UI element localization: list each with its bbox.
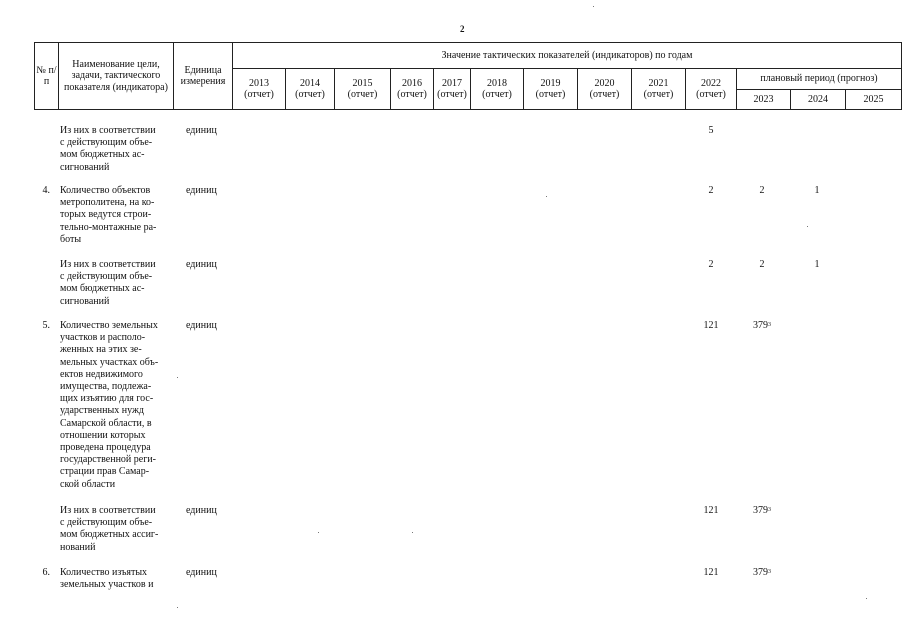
indicator-name-line: государственной реги- xyxy=(60,454,156,466)
header-plan-year-0: 2023 xyxy=(736,89,791,110)
header-col-name: Наименование цели, задачи, тактического показателя (индикатора) xyxy=(58,42,174,110)
row-value-2023 xyxy=(742,505,782,517)
row-value-2022: 121 xyxy=(703,505,719,516)
row-indicator-name xyxy=(60,505,172,554)
indicator-name-line: ударственных нужд xyxy=(60,405,144,417)
scan-speck xyxy=(546,196,547,197)
row-value-2023 xyxy=(742,320,782,332)
indicator-name-line: женных на этих зе- xyxy=(60,344,142,356)
header-year-report: (отчет) xyxy=(295,89,325,100)
indicator-name-line: мом бюджетных ас- xyxy=(60,283,145,295)
indicator-name-line: с действующим объе- xyxy=(60,517,153,529)
indicator-name-line: торых ведутся строи- xyxy=(60,209,152,221)
indicator-name-line: Из них в соответствии xyxy=(60,125,156,136)
row-indicator-name xyxy=(60,185,172,246)
row-number: 6. xyxy=(42,567,50,578)
scan-speck xyxy=(593,6,594,7)
page-number: 2 xyxy=(460,24,465,34)
scan-speck xyxy=(177,607,178,608)
header-year-7 xyxy=(577,68,632,110)
indicator-name-line: Количество изъятых xyxy=(60,567,148,578)
row-value-2023 xyxy=(742,185,782,197)
row-indicator-name xyxy=(60,320,172,491)
scan-speck xyxy=(318,532,319,533)
header-year-label: 2013 xyxy=(249,77,269,89)
row-value-2023 xyxy=(742,259,782,271)
indicator-name-line: отношении которых xyxy=(60,429,146,441)
indicator-name-line: мом бюджетных ассиг- xyxy=(60,529,159,541)
header-year-label: 2016 xyxy=(402,77,422,89)
row-value-2022: 121 xyxy=(703,567,719,578)
header-year-5 xyxy=(470,68,524,110)
row-value-2024: 1 xyxy=(814,259,820,270)
indicator-name-line: боты xyxy=(60,233,82,245)
indicator-name-line: ской области xyxy=(60,478,116,490)
indicator-name-line: с действующим объе- xyxy=(60,137,153,149)
row-number: 4. xyxy=(42,185,50,196)
indicator-name-line: щих изъятию для гос- xyxy=(60,393,154,405)
indicator-name-line: участков и располо- xyxy=(60,332,146,344)
footnote-marker: 3 xyxy=(768,507,771,513)
row-unit: единиц xyxy=(186,185,217,196)
header-year-label: 2014 xyxy=(300,77,320,89)
header-year-report: (отчет) xyxy=(535,89,566,100)
row-value-2022: 121 xyxy=(703,320,719,331)
row-indicator-name xyxy=(60,125,172,174)
footnote-marker: 3 xyxy=(768,322,771,328)
header-year-3 xyxy=(390,68,434,110)
header-year-label: 2020 xyxy=(594,77,615,89)
row-indicator-name xyxy=(60,259,172,308)
value-2023-number: 2 xyxy=(759,259,765,270)
header-year-label: 2015 xyxy=(352,77,373,89)
header-year-report: (отчет) xyxy=(589,89,620,100)
header-year-2 xyxy=(334,68,391,110)
header-year-8 xyxy=(631,68,686,110)
header-year-report: (отчет) xyxy=(437,89,467,100)
indicator-name-line: имущества, подлежа- xyxy=(60,381,152,393)
indicator-name-line: Из них в соответствии xyxy=(60,259,156,270)
header-col-number: № п/п xyxy=(34,42,59,110)
indicator-name-line: нований xyxy=(60,541,96,553)
header-year-9 xyxy=(685,68,737,110)
indicator-name-line: Самарской области, в xyxy=(60,417,152,429)
header-year-report: (отчет) xyxy=(643,89,674,100)
value-2023-number: 2 xyxy=(759,185,765,196)
header-year-label: 2017 xyxy=(442,77,462,89)
indicator-name-line: земельных участков и xyxy=(60,579,154,591)
indicator-name-line: мом бюджетных ас- xyxy=(60,149,145,161)
row-indicator-name xyxy=(60,567,172,591)
header-col-unit: Единица измерения xyxy=(173,42,233,110)
row-value-2022: 2 xyxy=(708,259,714,270)
indicator-name-line: Количество объектов xyxy=(60,185,151,196)
header-planned-period: плановый период (прогноз) xyxy=(736,68,902,90)
scan-speck xyxy=(412,532,413,533)
header-year-label: 2022 xyxy=(701,77,721,89)
scan-speck xyxy=(177,377,178,378)
indicator-name-line: метрополитена, на ко- xyxy=(60,197,155,209)
row-value-2022: 2 xyxy=(708,185,714,196)
scan-speck xyxy=(866,598,867,599)
indicator-name-line: мельных участках объ- xyxy=(60,356,159,368)
row-unit: единиц xyxy=(186,320,217,331)
header-year-label: 2019 xyxy=(540,77,561,89)
indicator-name-line: тельно-монтажные ра- xyxy=(60,221,157,233)
indicator-name-line: сигнований xyxy=(60,295,110,307)
header-year-6 xyxy=(523,68,578,110)
indicator-name-line: страции прав Самар- xyxy=(60,466,150,478)
row-unit: единиц xyxy=(186,505,217,516)
header-year-report: (отчет) xyxy=(347,89,378,100)
value-2023-number: 379 xyxy=(753,505,768,516)
indicator-name-line: с действующим объе- xyxy=(60,271,153,283)
indicator-name-line: проведена процедура xyxy=(60,442,151,454)
row-unit: единиц xyxy=(186,125,217,136)
value-2023-number: 379 xyxy=(753,567,768,578)
row-value-2022: 5 xyxy=(708,125,714,136)
header-plan-year-2: 2025 xyxy=(845,89,902,110)
header-year-report: (отчет) xyxy=(482,89,512,100)
indicator-name-line: Количество земельных xyxy=(60,320,158,331)
row-unit: единиц xyxy=(186,259,217,270)
indicator-name-line: Из них в соответствии xyxy=(60,505,156,516)
header-plan-year-1: 2024 xyxy=(790,89,846,110)
indicator-name-line: ектов недвижимого xyxy=(60,368,143,380)
header-year-1 xyxy=(285,68,335,110)
row-unit: единиц xyxy=(186,567,217,578)
row-number: 5. xyxy=(42,320,50,331)
header-year-0 xyxy=(232,68,286,110)
indicator-name-line: сигнований xyxy=(60,161,110,173)
header-year-report: (отчет) xyxy=(397,89,427,100)
header-values-title: Значение тактических показателей (индикаторов) по годам xyxy=(232,42,902,69)
header-year-4 xyxy=(433,68,471,110)
scan-speck xyxy=(807,226,808,227)
header-year-label: 2018 xyxy=(487,77,507,89)
header-year-label: 2021 xyxy=(648,77,669,89)
footnote-marker: 3 xyxy=(768,569,771,575)
header-year-report: (отчет) xyxy=(244,89,274,100)
row-value-2023 xyxy=(742,567,782,579)
value-2023-number: 379 xyxy=(753,320,768,331)
header-year-report: (отчет) xyxy=(696,89,726,100)
row-value-2024: 1 xyxy=(814,185,820,196)
